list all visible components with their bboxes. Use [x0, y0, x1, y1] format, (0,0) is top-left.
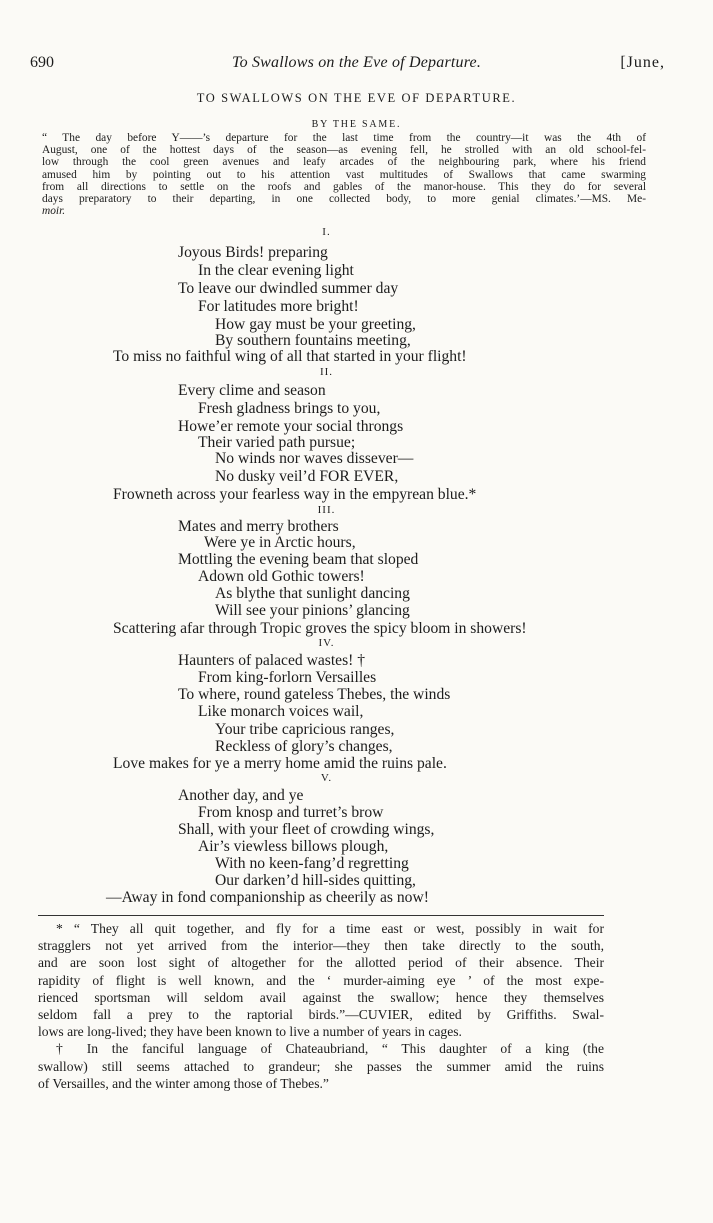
footnote-line: * “ They all quit together, and fly for a time east or west, possibly in wait for	[56, 921, 604, 936]
verse-line: Adown old Gothic towers!	[198, 568, 365, 585]
footnote-rule	[38, 915, 604, 916]
verse-line: Their varied path pursue;	[198, 434, 356, 451]
verse-line: Our darken’d hill-sides quitting,	[215, 872, 416, 889]
verse-line: No winds nor waves dissever—	[215, 450, 414, 467]
verse-line: From knosp and turret’s brow	[198, 804, 384, 821]
footnote-line: and are soon lost sight of altogether for the allotted period of their absence. Their	[38, 955, 604, 971]
verse-line: Howe’er remote your social throngs	[178, 418, 404, 435]
epigraph-line: August, one of the hottest days of the season—as evening fell, he strolled with an old school-fel-	[42, 144, 646, 157]
footnote-line: † In the fanciful language of Chateaubriand, “ This daughter of a king (the	[56, 1041, 604, 1057]
running-head	[0, 54, 713, 76]
running-title: To Swallows on the Eve of Departure.	[231, 54, 482, 71]
footnote-line: lows are long-lived; they have been known to live a number of years in cages.	[38, 1024, 462, 1040]
verse-line: For latitudes more bright!	[198, 298, 359, 315]
poem-byline: BY THE SAME.	[311, 119, 402, 130]
epigraph-line: low through the cool green avenues and leafy arcades of the neighbouring park, where his friend	[42, 156, 646, 169]
verse-line: Will see your pinions’ glancing	[215, 602, 410, 619]
verse-line: Joyous Birds! preparing	[178, 244, 328, 261]
verse-line: Haunters of palaced wastes! †	[178, 652, 366, 669]
verse-line: Frowneth across your fearless way in the empyrean blue.*	[113, 486, 477, 503]
stanza-number: III.	[317, 504, 336, 516]
verse-line: —Away in fond companionship as cheerily as now!	[106, 889, 429, 906]
verse-line: Mates and merry brothers	[178, 518, 339, 535]
verse-line: Fresh gladness brings to you,	[198, 400, 381, 417]
footnote-line: rienced sportsman will seldom avail against the swallow; hence they themselves	[38, 989, 604, 1005]
footnotes	[38, 920, 604, 1092]
verse-line: To miss no faithful wing of all that started in your flight!	[113, 348, 467, 365]
footnote-line: swallow) still seems attached to grandeur; she passes the summer amid the ruins	[38, 1058, 604, 1074]
footnote-line: seldom fall a prey to the raptorial birds.”—CUVIER, edited by Griffiths. Swal-	[38, 1007, 604, 1023]
verse-line: With no keen-fang’d regretting	[215, 855, 409, 872]
epigraph-line: “ The day before Y——’s departure for the last time from the country—it was the 4th of	[42, 132, 646, 144]
poem-title: TO SWALLOWS ON THE EVE OF DEPARTURE.	[196, 91, 517, 105]
verse-line: Another day, and ye	[178, 787, 304, 804]
verse-line: Air’s viewless billows plough,	[198, 838, 389, 855]
verse-line: How gay must be your greeting,	[215, 316, 416, 333]
footnote-line: rapidity of flight is well known, and the ‘ murder-aiming eye ’ of the most expe-	[38, 972, 604, 988]
verse-line: Every clime and season	[178, 382, 326, 399]
epigraph-line: from all directions to settle on the roofs and gables of the manor-house. This they do for several	[42, 180, 646, 193]
stanza-number: IV.	[318, 637, 335, 649]
verse-line: Love makes for ye a merry home amid the ruins pale.	[113, 755, 447, 772]
verse-line: As blythe that sunlight dancing	[215, 585, 410, 602]
verse-line: Reckless of glory’s changes,	[215, 738, 393, 755]
verse-line: No dusky veil’d FOR EVER,	[215, 468, 399, 485]
verse-line: Your tribe capricious ranges,	[215, 721, 395, 738]
verse-line: From king-forlorn Versailles	[198, 669, 377, 686]
epigraph	[42, 132, 646, 217]
verse-line: To where, round gateless Thebes, the winds	[178, 686, 451, 703]
verse-line: Scattering afar through Tropic groves the spicy bloom in showers!	[113, 620, 527, 637]
epigraph-line: amused him by pointing out to his attention vast multitudes of Swallows that came swarming	[42, 168, 646, 181]
page-number: 690	[30, 54, 54, 71]
footnote-line: of Versailles, and the winter among those of Thebes.”	[38, 1075, 329, 1091]
verse-line: In the clear evening light	[198, 262, 354, 279]
epigraph-line: moir.	[42, 205, 66, 218]
stanza-number: II.	[319, 366, 334, 378]
verse-line: By southern fountains meeting,	[215, 332, 411, 349]
verse-line: Were ye in Arctic hours,	[204, 534, 356, 551]
footnote-line: stragglers not yet arrived from the interior—they then take directly to the south,	[38, 938, 604, 954]
verse-line: Shall, with your fleet of crowding wings,	[178, 821, 435, 838]
verse-line: Mottling the evening beam that sloped	[178, 551, 419, 568]
stanza-number: V.	[320, 772, 333, 784]
running-month: [June,	[620, 54, 665, 71]
verse-line: To leave our dwindled summer day	[178, 280, 399, 297]
epigraph-line: days preparatory to their departing, in one collected body, to more genial climates.’—MS. Me-	[42, 193, 646, 206]
stanza-number: I.	[322, 226, 331, 238]
verse-line: Like monarch voices wail,	[198, 703, 364, 720]
